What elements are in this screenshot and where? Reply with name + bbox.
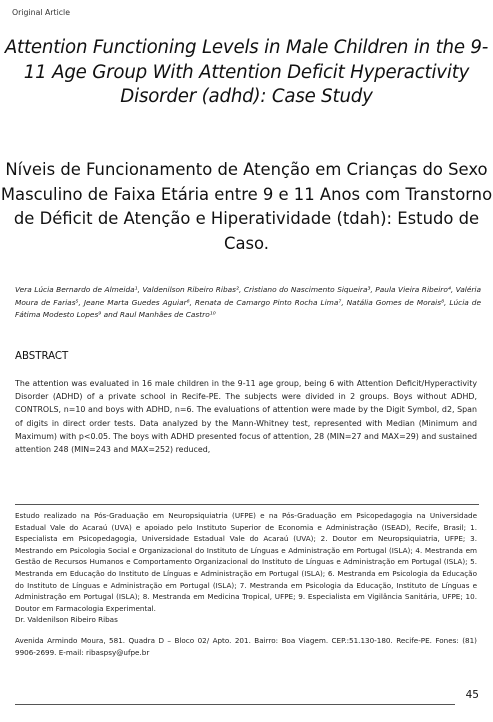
title-portuguese: Níveis de Funcionamento de Atenção em Crianças do Sexo Masculino de Faixa Etária entre 9 e 11 Anos com Transtorno de Déficit de Atenção e Hiperatividade (tdah): Estudo de Caso. <box>0 160 493 253</box>
correspondence-address: Avenida Armindo Moura, 581. Quadra D – Bloco 02/ Apto. 201. Bairro: Boa Viagem. CEP.:51.130-180. Recife-PE. Fones: (81) 9906-2699. E-mail: ribaspsy@ufpe.br <box>15 635 477 657</box>
correspondent-name: Dr. Valdenilson Ribeiro Ribas <box>15 615 118 625</box>
footnotes <box>15 510 477 658</box>
abstract-body: The attention was evaluated in 16 male children in the 9-11 age group, being 6 with Attention Deficit/Hyperactivity Disorder (ADHD) of a private school in Recife-PE. The subjects were divided in 2 groups. Boys without ADHD, CONTROLS, n=10 and boys with ADHD, n=6. The evaluations of attention were made by the Digit Symbol, d2, Span of digits in direct order tests. Data analyzed by the Mann-Whitney test, represented with Median (Minimum and Maximum) with p<0.05. The boys with ADHD presented focus of attention, 28 (MIN=27 and MAX=29) and sustained attention 248 (MIN=243 and MAX=252) reduced, <box>15 379 477 455</box>
abstract-heading: ABSTRACT <box>15 351 69 362</box>
affiliations-text: Estudo realizado na Pós-Graduação em Neuropsiquiatria (UFPE) e na Pós-Graduação em Psicopedagogia na Universidade Estadual Vale do Acaraú (UVA) e apoiado pelo Instituto Superior de Economia e Administração (ISEAD), Recife, Brasil; 1. Especialista em Psicopedagogia, Universidade Estadual Vale do Acaraú (UVA); 2. Doutor em Neuropsiquiatria, UFPE; 3. Mestrando em Psicologia Social e Organizacional do Instituto de Línguas e Administração em Portugal (ISLA); 4. Mestranda em Gestão de Recursos Humanos e Comportamento Organizacional do Instituto de Línguas e Administração em Portugal (ISLA); 5. Mestranda em Educação do Instituto de Línguas e Administração em Portugal (ISLA); 6. Mestranda em Psicologia da Educação do Instituto de Línguas e Administração em Portugal (ISLA); 7. Mestranda em Psicologia da Educação, Instituto de Línguas e Administração em Portugal (ISLA); 8. Mestranda em Medicina Tropical, UFPE; 9. Especialista em Vigilância Sanitária, UFPE; 10. Doutor em Farmacologia Experimental. <box>15 511 477 613</box>
page-number: 45 <box>465 689 479 701</box>
title-english: Attention Functioning Levels in Male Children in the 9-11 Age Group With Attention Deficit Hyperactivity Disorder (adhd): Case Study <box>4 37 489 107</box>
footnote-divider <box>15 504 479 505</box>
page-footer-rule <box>15 704 455 705</box>
author-list: Vera Lúcia Bernardo de Almeida¹, Valdenilson Ribeiro Ribas², Cristiano do Nascimento Siqueira³, Paula Vieira Ribeiro⁴, Valéria Moura de Farias⁵, Jeane Marta Guedes Aguiar⁶, Renata de Camargo Pinto Rocha Lima⁷, Natália Gomes de Morais⁸, Lúcia de Fátima Modesto Lopes⁹ and Raul Manhães de Castro¹⁰ <box>15 285 481 319</box>
section-label: Original Article <box>12 8 71 17</box>
